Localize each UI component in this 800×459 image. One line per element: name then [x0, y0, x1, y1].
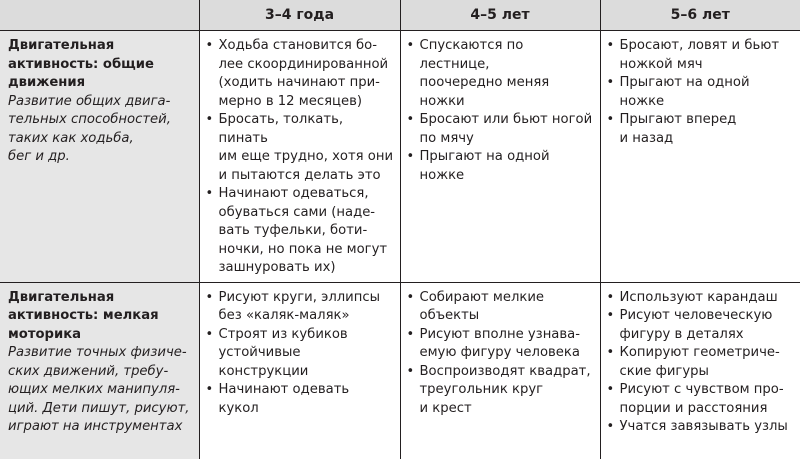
- milestone-text-line: вать туфельки, боти-: [218, 223, 368, 238]
- bullet-icon: •: [606, 345, 615, 360]
- milestone-item: [405, 363, 594, 419]
- milestone-text-line: поочередно меняя: [419, 75, 550, 90]
- milestone-item: [405, 148, 594, 185]
- milestone-text-line: Прыгают на одной: [619, 75, 750, 90]
- milestone-text-line: ские фигуры: [619, 363, 709, 379]
- milestone-item: [605, 307, 795, 344]
- category-description-line: ских движений, требу-: [8, 363, 169, 379]
- milestone-text-line: ночки, но пока не могут: [218, 241, 388, 257]
- milestone-item: [605, 418, 795, 437]
- bullet-icon: •: [606, 308, 615, 323]
- category-title-line: Двигательная: [8, 38, 115, 53]
- milestone-text-line: по мячу: [419, 130, 474, 146]
- milestone-text-line: (ходить начинают при-: [218, 75, 380, 90]
- milestone-text-line: объекты: [419, 308, 480, 323]
- milestone-text-line: Бросать, толкать, пинать: [218, 112, 344, 146]
- category-title-line: моторика: [8, 326, 82, 342]
- category-description-line: играют на инструментах: [8, 419, 183, 434]
- bullet-icon: •: [205, 326, 214, 342]
- milestone-text-line: Бросают или бьют ногой: [419, 112, 593, 127]
- category-description-line: бег и др.: [8, 149, 70, 164]
- milestone-text-line: Начинают одеваться,: [218, 186, 369, 201]
- milestone-item: [605, 381, 795, 418]
- category-description-line: Развитие точных физиче-: [8, 345, 187, 360]
- milestone-text-line: Спускаются по лестнице,: [419, 38, 524, 72]
- milestone-list: [405, 289, 594, 419]
- milestone-text-line: ножке: [419, 167, 465, 183]
- category-title-line: Двигательная: [8, 289, 115, 305]
- bullet-icon: •: [406, 289, 415, 305]
- bullet-icon: •: [406, 326, 415, 342]
- bullet-icon: •: [205, 112, 214, 127]
- milestone-item: [605, 289, 795, 308]
- milestone-text-line: и пытаются делать это: [218, 167, 381, 183]
- milestone-text-line: устойчивые конструкции: [218, 345, 309, 379]
- milestone-cell: [199, 31, 400, 283]
- category-description-line: Развитие общих двига-: [8, 93, 171, 109]
- milestone-text-line: и крест: [419, 400, 472, 416]
- bullet-icon: •: [606, 112, 615, 127]
- milestone-text-line: Бросают, ловят и бьют: [619, 38, 780, 53]
- milestone-text-line: Рисуют вполне узнава-: [419, 326, 581, 342]
- milestone-list: [204, 37, 394, 278]
- milestone-item: [405, 326, 594, 363]
- category-cell: [0, 31, 199, 283]
- category-cell: [0, 282, 199, 459]
- category-description-line: ций. Дети пишут, рисуют,: [8, 400, 190, 416]
- milestone-item: [405, 37, 594, 111]
- category-description-line: тельных способностей,: [8, 112, 171, 127]
- milestone-text-line: Учатся завязывать узлы: [619, 419, 788, 434]
- bullet-icon: •: [205, 186, 214, 201]
- milestone-list: [204, 289, 394, 419]
- milestone-text-line: Воспроизводят квадрат,: [419, 363, 591, 379]
- milestone-text-line: зашнуровать их): [218, 260, 336, 275]
- milestone-text-line: ножки: [419, 93, 465, 109]
- category-description-line: таких как ходьба,: [8, 130, 134, 146]
- milestone-text-line: Прыгают вперед: [619, 112, 737, 127]
- milestone-item: [605, 74, 795, 111]
- milestone-text-line: порции и расстояния: [619, 400, 768, 416]
- milestone-list: [605, 37, 795, 148]
- table-row: [0, 31, 800, 283]
- milestone-text-line: и назад: [619, 130, 674, 146]
- milestone-text-line: ножкой мяч: [619, 56, 703, 72]
- bullet-icon: •: [406, 149, 415, 164]
- milestone-item: [605, 111, 795, 148]
- bullet-icon: •: [205, 289, 214, 305]
- bullet-icon: •: [205, 38, 214, 53]
- milestone-cell: [600, 282, 800, 459]
- milestone-item: [405, 289, 594, 326]
- milestone-item: [204, 326, 394, 382]
- bullet-icon: •: [606, 382, 615, 397]
- category-title-line: активность: общие: [8, 56, 154, 72]
- milestone-item: [605, 344, 795, 381]
- bullet-icon: •: [406, 363, 415, 379]
- milestone-text-line: Рисуют с чувством про-: [619, 382, 784, 397]
- header-age-5-6: 5–6 лет: [600, 0, 800, 31]
- milestone-item: [204, 185, 394, 278]
- milestone-item: [204, 381, 394, 418]
- header-age-4-5: 4–5 лет: [400, 0, 600, 31]
- milestone-text-line: Прыгают на одной: [419, 149, 550, 164]
- bullet-icon: •: [606, 38, 615, 53]
- milestone-text-line: ножке: [619, 93, 665, 109]
- header-corner: [0, 0, 199, 31]
- milestone-text-line: емую фигуру человека: [419, 345, 580, 360]
- milestone-text-line: Ходьба становится бо-: [218, 38, 377, 53]
- milestone-cell: [199, 282, 400, 459]
- milestone-item: [204, 289, 394, 326]
- bullet-icon: •: [606, 75, 615, 90]
- milestone-text-line: обуваться сами (наде-: [218, 204, 376, 220]
- milestone-text-line: Используют карандаш: [619, 289, 778, 305]
- bullet-icon: •: [406, 112, 415, 127]
- bullet-icon: •: [606, 419, 615, 434]
- milestone-cell: [400, 31, 600, 283]
- bullet-icon: •: [606, 289, 615, 305]
- milestone-cell: [600, 31, 800, 283]
- category-description-line: ющих мелких манипуля-: [8, 382, 180, 397]
- milestone-text-line: Рисуют человеческую: [619, 308, 773, 323]
- milestone-cell: [400, 282, 600, 459]
- category-title-line: активность: мелкая: [8, 308, 159, 323]
- milestone-item: [405, 111, 594, 148]
- milestone-text-line: Собирают мелкие: [419, 289, 545, 305]
- milestone-list: [405, 37, 594, 185]
- milestone-text-line: Начинают одевать кукол: [218, 382, 350, 416]
- milestone-text-line: лее скоординированной: [218, 56, 389, 72]
- table-row: [0, 282, 800, 459]
- header-age-3-4: 3–4 года: [199, 0, 400, 31]
- bullet-icon: •: [406, 38, 415, 53]
- milestone-list: [605, 289, 795, 437]
- milestone-text-line: фигуру в деталях: [619, 326, 744, 342]
- milestone-text-line: треугольник круг: [419, 382, 544, 397]
- header-row: [0, 0, 800, 31]
- milestone-item: [204, 111, 394, 185]
- bullet-icon: •: [205, 382, 214, 397]
- milestone-text-line: им еще трудно, хотя они: [218, 149, 394, 164]
- category-title-line: движения: [8, 75, 86, 90]
- milestone-text-line: без «каляк-маляк»: [218, 308, 350, 323]
- milestone-text-line: мерно в 12 месяцев): [218, 93, 363, 109]
- milestone-item: [204, 37, 394, 111]
- milestone-item: [605, 37, 795, 74]
- milestone-text-line: Копируют геометриче-: [619, 345, 780, 360]
- milestone-text-line: Рисуют круги, эллипсы: [218, 289, 381, 305]
- milestone-text-line: Строят из кубиков: [218, 326, 348, 342]
